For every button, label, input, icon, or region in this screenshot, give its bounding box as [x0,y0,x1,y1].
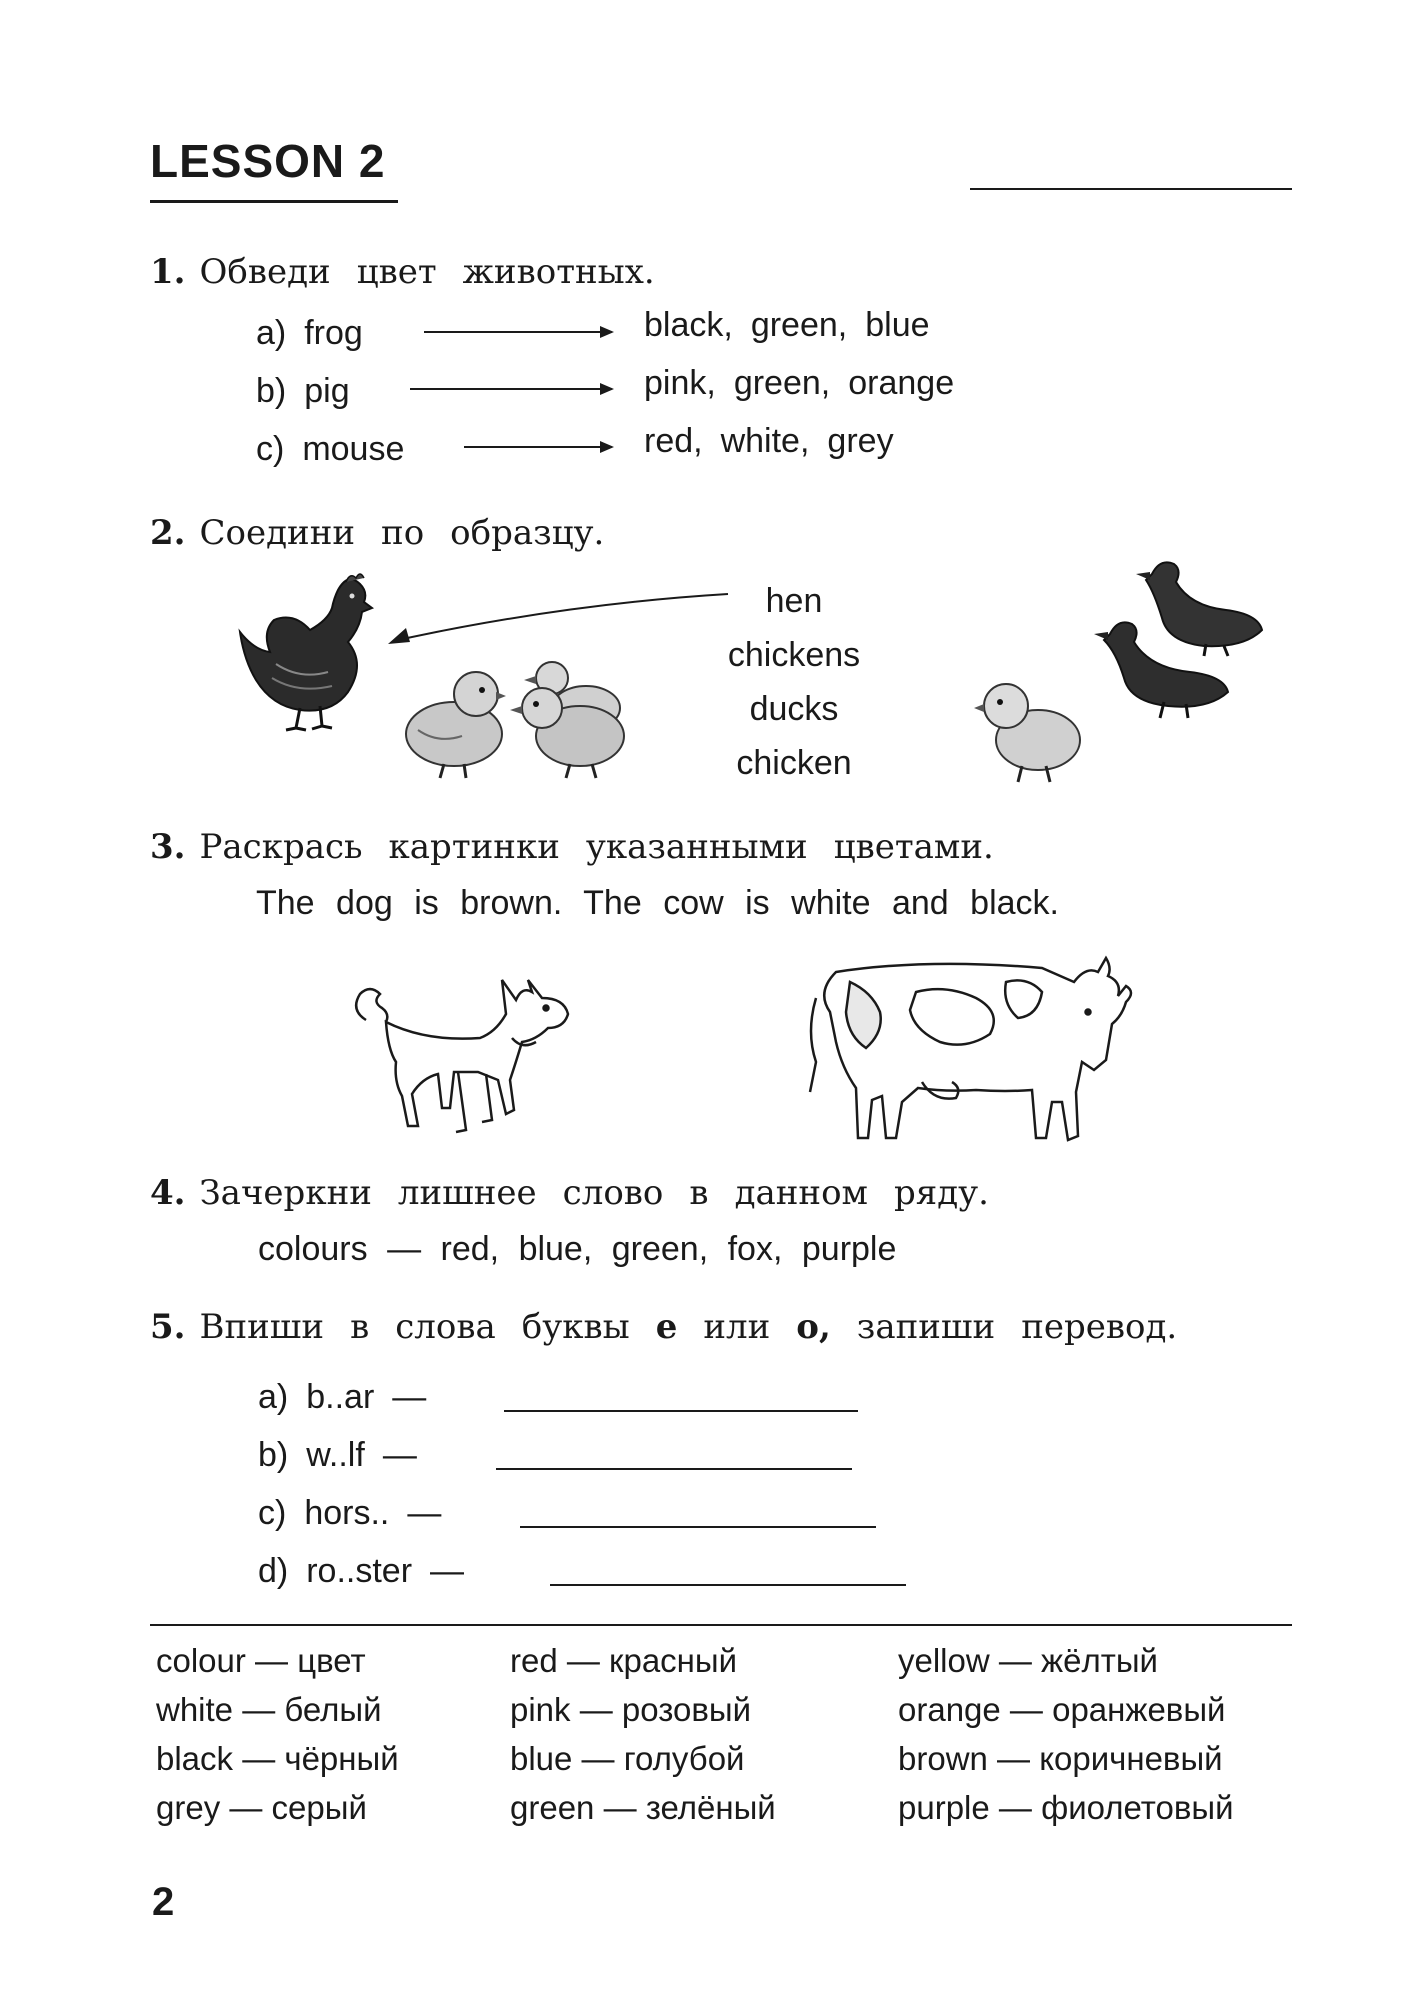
color-option[interactable]: black, [644,306,733,344]
answer-line[interactable] [520,1526,876,1528]
animal-word: pig [304,372,350,410]
vocabulary-entry: purple — фиолетовый [898,1789,1234,1826]
color-option[interactable]: green, [733,364,831,402]
task-number: 4. [150,1173,186,1213]
lesson-title-underline [150,200,398,203]
ducks-illustration[interactable] [1094,552,1274,720]
word-option[interactable]: red, [440,1230,500,1268]
vocabulary-entry: orange — оранжевый [898,1691,1226,1728]
task-5-item-c: c) hors.. — [258,1494,442,1532]
gap-word[interactable]: b..ar [306,1378,375,1416]
task-1-options-b [644,366,954,400]
answer-line[interactable] [550,1584,906,1586]
color-option[interactable]: red, [644,422,703,460]
color-option[interactable]: orange [848,364,955,402]
match-word[interactable]: chicken [736,744,852,782]
task-5-item-a: a) b..ar — [258,1378,427,1416]
task-1-options-a [644,308,930,342]
task-1-heading: 1. Обведи цвет животных. [150,252,655,292]
gap-word[interactable]: hors.. [304,1494,390,1532]
task-4-word-list: colours — red, blue, green, fox, purple [258,1230,897,1268]
match-arrow-icon [384,590,734,650]
chicken-illustration[interactable] [974,668,1086,784]
task-2-heading: 2. Соедини по образцу. [150,513,605,553]
vocabulary-entry: pink — розовый [510,1691,752,1728]
vocabulary-entry: black — чёрный [156,1740,399,1777]
vocabulary-entry: yellow — жёлтый [898,1642,1158,1679]
color-option[interactable]: pink, [644,364,716,402]
task-3-sentence: The dog is brown. The cow is white and black. [256,884,1059,922]
vocabulary-entry: red — красный [510,1642,738,1679]
vocabulary-entry: white — белый [156,1691,382,1728]
color-option[interactable]: blue [865,306,930,344]
task-number: 5. [150,1307,186,1347]
vocabulary-entry: green — зелёный [510,1789,776,1826]
task-3-heading: 3. Раскрась картинки указанными цветами. [150,827,994,867]
word-option[interactable]: purple [801,1230,897,1268]
match-word[interactable]: chickens [727,636,861,674]
task-5-heading: 5. Впиши в слова буквы e или o, запиши перевод. [150,1307,1178,1347]
gap-word[interactable]: ro..ster [306,1552,413,1590]
answer-line[interactable] [504,1410,858,1412]
match-word[interactable]: hen [765,582,823,620]
answer-line[interactable] [496,1468,852,1470]
word-option[interactable]: green, [611,1230,709,1268]
dog-illustration[interactable] [346,958,590,1148]
task-number: 1. [150,252,186,292]
arrow-icon [424,331,612,333]
arrow-icon [410,388,612,390]
task-1-item-c: c) mouse [256,430,405,468]
hen-illustration[interactable] [236,568,386,732]
color-option[interactable]: white, [720,422,810,460]
vocabulary-entry: colour — цвет [156,1642,366,1679]
color-option[interactable]: green, [750,306,848,344]
arrow-icon [464,446,612,448]
task-4-heading: 4. Зачеркни лишнее слово в данном ряду. [150,1173,989,1213]
word-option[interactable]: blue, [518,1230,593,1268]
match-word[interactable]: ducks [749,690,839,728]
vocabulary-entry: grey — серый [156,1789,367,1826]
cow-illustration[interactable] [806,952,1166,1160]
vocabulary-entry: blue — голубой [510,1740,745,1777]
chickens-illustration[interactable] [508,656,636,780]
animal-word: frog [304,314,363,352]
task-5-item-d: d) ro..ster — [258,1552,465,1590]
page-number: 2 [152,1880,175,1924]
chicken-illustration[interactable] [398,660,508,780]
task-1-item-b: b) pig [256,372,350,410]
task-1-options-c [644,424,894,458]
task-number: 2. [150,513,186,553]
animal-word: mouse [302,430,405,468]
lesson-title: LESSON 2 [150,135,386,187]
color-option[interactable]: grey [827,422,894,460]
name-write-line[interactable] [970,188,1292,190]
task-number: 3. [150,827,186,867]
task-1-item-a: a) frog [256,314,363,352]
word-option[interactable]: fox, [727,1230,783,1268]
gap-word[interactable]: w..lf [306,1436,365,1474]
task-5-item-b: b) w..lf — [258,1436,417,1474]
vocabulary-entry: brown — коричневый [898,1740,1223,1777]
vocabulary-divider [150,1624,1292,1626]
